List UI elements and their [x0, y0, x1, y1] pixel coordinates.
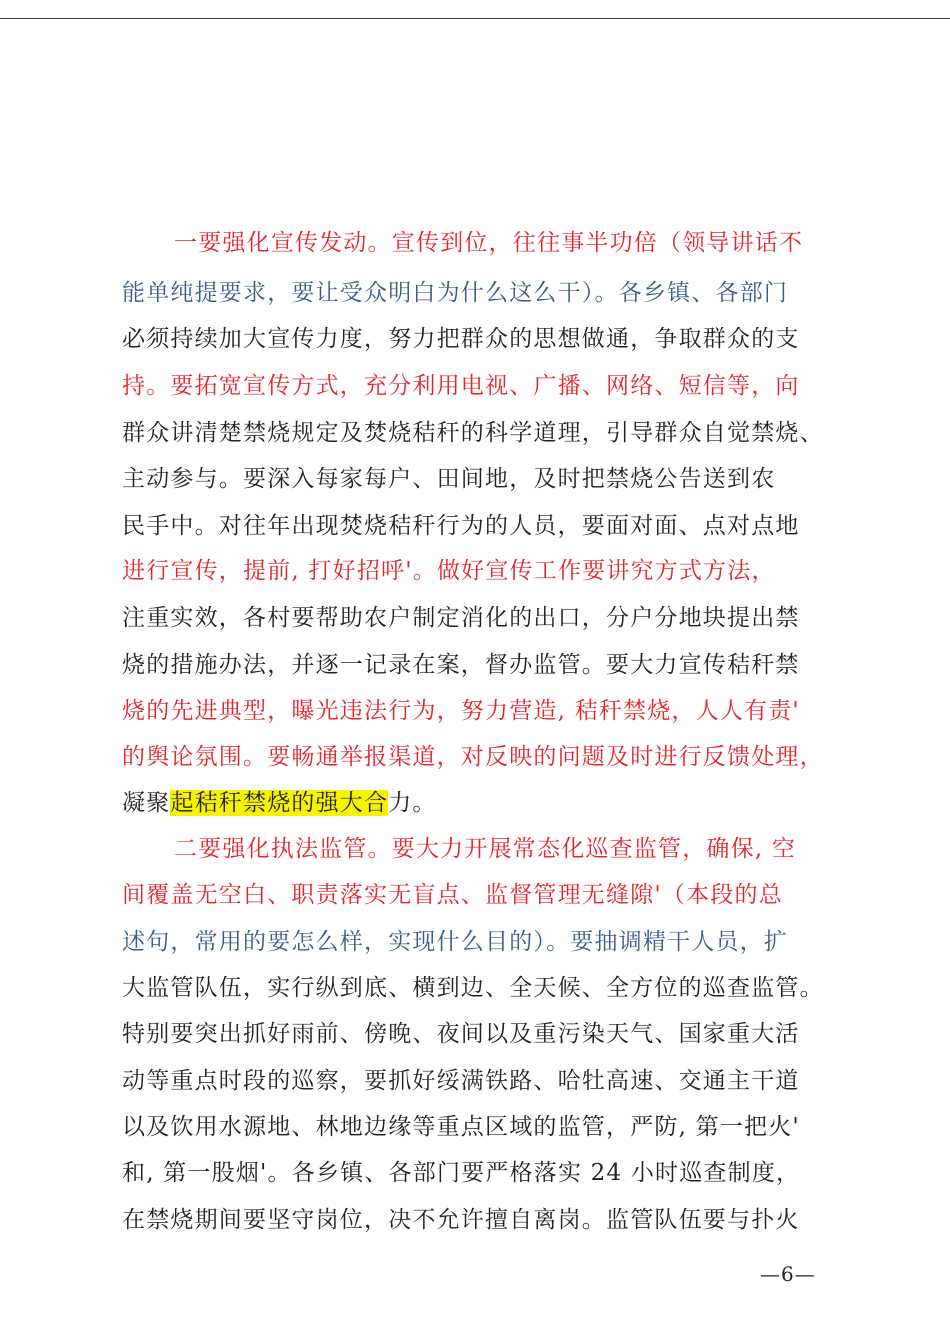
- text-line: 群众讲清楚禁烧规定及焚烧秸秆的科学道理，引导群众自觉禁烧、: [122, 420, 824, 446]
- text-segment: 间覆盖无空白、职责落实无盲点、监督管理无缝隙'（本段的总: [122, 882, 783, 908]
- text-line: 持。要拓宽宣传方式，充分利用电视、广播、网络、短信等，向: [122, 373, 800, 399]
- text-line: 主动参与。要深入每家每户、田间地，及时把禁烧公告送到农: [122, 466, 776, 492]
- text-line: [122, 880, 802, 910]
- text-line: [122, 788, 822, 818]
- header-rule: [0, 18, 950, 19]
- page-number: —6—: [760, 1262, 816, 1286]
- text-line: 动等重点时段的巡察，要抓好绥满铁路、哈牡高速、交通主干道: [122, 1068, 800, 1094]
- text-line: 注重实效，各村要帮助农户制定消化的出口，分户分地块提出禁: [122, 605, 800, 631]
- text-line: 进行宣传，提前, 打好招呼'。做好宣传工作要讲究方式方法，: [122, 558, 776, 584]
- text-line: 述句，常用的要怎么样，实现什么目的）。要抽调精干人员，扩: [122, 929, 789, 955]
- text-line: 烧的先进典型，曝光违法行为，努力营造, 秸秆禁烧，人人有责': [122, 698, 800, 724]
- text-line: 烧的措施办法，并逐一记录在案，督办监管。要大力宣传秸秆禁: [122, 652, 800, 678]
- text-line: 在禁烧期间要坚守岗位，决不允许擅自离岗。监管队伍要与扑火: [122, 1207, 800, 1233]
- text-line: 二要强化执法监管。要大力开展常态化巡查监管，确保, 空: [174, 836, 797, 862]
- text-line: 必须持续加大宣传力度，努力把群众的思想做通，争取群众的支: [122, 326, 800, 352]
- text-line: 和, 第一股烟'。各乡镇、各部门要严格落实 24 小时巡查制度，: [122, 1160, 801, 1186]
- text-segment: 凝聚: [122, 790, 171, 816]
- text-line: 大监管队伍，实行纵到底、横到边、全天候、全方位的巡查监管。: [122, 975, 824, 1001]
- text-line: 能单纯提要求，要让受众明白为什么这么干）。各乡镇、各部门: [122, 280, 789, 306]
- text-line: 特别要突出抓好雨前、傍晚、夜间以及重污染天气、国家重大活: [122, 1021, 800, 1047]
- highlighted-text: 起秸秆禁烧的强大合: [170, 790, 389, 816]
- text-line: 的舆论氛围。要畅通举报渠道，对反映的问题及时进行反馈处理，: [122, 744, 824, 770]
- text-line: 民手中。对往年出现焚烧秸秆行为的人员，要面对面、点对点地: [122, 513, 800, 539]
- text-line: 一要强化宣传发动。宣传到位，往往事半功倍（领导讲话不: [174, 230, 804, 256]
- text-line: 以及饮用水源地、林地边缘等重点区域的监管，严防, 第一把火': [122, 1114, 800, 1140]
- text-segment: 力。: [388, 790, 437, 816]
